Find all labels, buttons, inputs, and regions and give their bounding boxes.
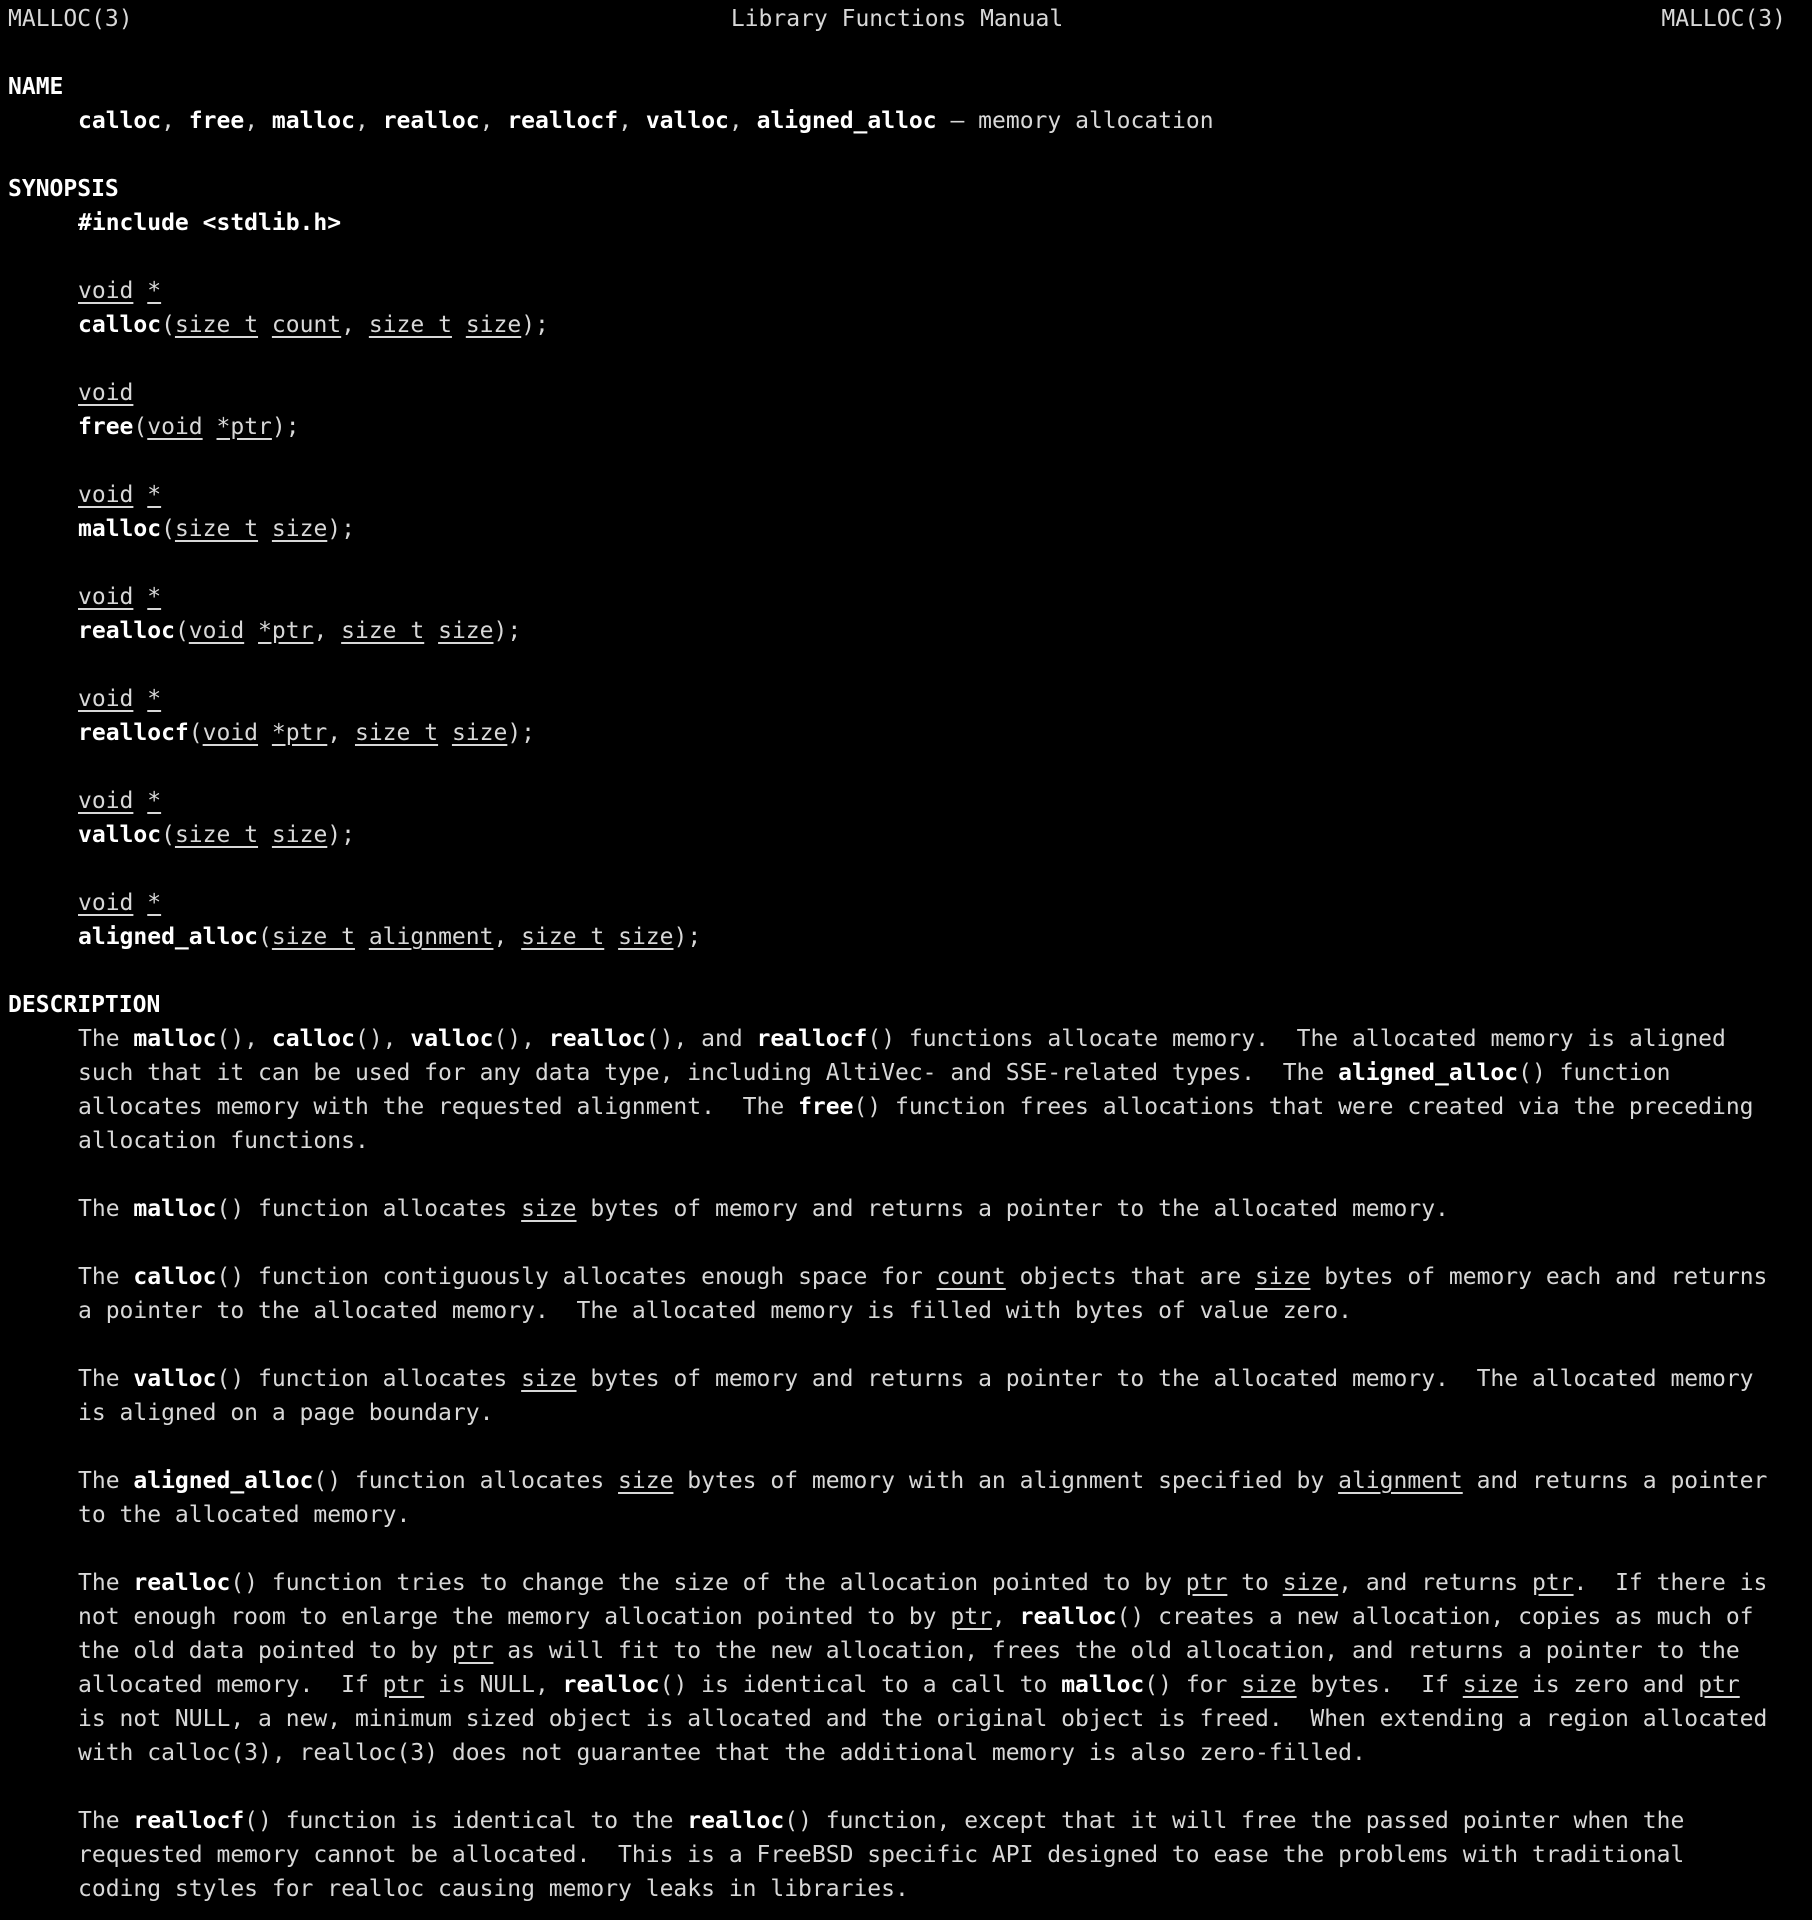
parameter-reference: size	[1255, 1264, 1311, 1290]
argument-name: size	[271, 516, 328, 542]
parameter-reference: size	[1282, 1570, 1339, 1596]
man-page-header	[8, 2, 1786, 36]
prototype-signature: reallocf(void *ptr, size_t size);	[78, 720, 536, 746]
spacer	[8, 1430, 1788, 1464]
separator: ,	[618, 108, 646, 134]
separator: ,	[244, 108, 272, 134]
function-reference: free	[798, 1094, 854, 1120]
description-line	[8, 1464, 1788, 1498]
spacer	[8, 750, 1788, 784]
text-run: (),	[354, 1026, 411, 1052]
description-line	[8, 1192, 1788, 1226]
separator: ,	[354, 108, 383, 134]
text-run: is not NULL, a new, minimum sized object is allocated and the original object is freed. When extending a region allocated	[78, 1706, 1768, 1732]
text-run: () function allocates	[216, 1196, 522, 1222]
spacer	[8, 240, 1788, 274]
function-reference: aligned_alloc	[1338, 1060, 1519, 1086]
text-run: objects that are	[1005, 1264, 1256, 1290]
description-line	[8, 1566, 1788, 1600]
spacer	[8, 1226, 1788, 1260]
prototype-signature: aligned_alloc(size_t alignment, size_t size);	[78, 924, 702, 950]
function-name: valloc	[645, 108, 729, 134]
text-run: The	[78, 1468, 134, 1494]
argument-type: size_t	[354, 720, 439, 746]
function-reference: calloc	[133, 1264, 217, 1290]
description-line	[8, 1872, 1788, 1906]
text-run: is aligned on a page boundary.	[78, 1400, 494, 1426]
argument-type: size_t	[271, 924, 355, 950]
text-run: The	[78, 1808, 134, 1834]
parameter-reference: size	[521, 1196, 577, 1222]
text-run: as will fit to the new allocation, frees the old allocation, and returns a pointer to the	[493, 1638, 1740, 1664]
argument-name: *ptr	[216, 414, 272, 440]
prototype-function-name: reallocf	[78, 720, 189, 746]
text-run: is NULL,	[424, 1672, 563, 1698]
text-run: The	[78, 1196, 134, 1222]
text-run: bytes of memory and returns a pointer to the allocated memory.	[576, 1196, 1449, 1222]
prototype-function-name: malloc	[78, 516, 162, 542]
return-type-token: *	[147, 584, 162, 610]
argument-name: size	[271, 822, 328, 848]
argument-name: alignment	[368, 924, 494, 950]
prototype-return-type	[8, 580, 1788, 614]
text-run: not enough room to enlarge the memory allocation pointed to by	[78, 1604, 951, 1630]
text-run: with calloc(3), realloc(3) does not guarantee that the additional memory is also zero-filled.	[78, 1740, 1366, 1766]
parameter-reference: ptr	[382, 1672, 425, 1698]
text-run: () function tries to change the size of the allocation pointed to by	[230, 1570, 1186, 1596]
name-summary: memory allocation	[978, 108, 1214, 134]
parameter-reference: size	[1462, 1672, 1519, 1698]
function-name: malloc	[271, 108, 355, 134]
header-left-title: MALLOC(3)	[8, 6, 133, 32]
spacer	[8, 36, 1788, 70]
text-run: () functions allocate memory. The allocated memory is aligned	[867, 1026, 1726, 1052]
description-line	[8, 1838, 1788, 1872]
text-run: () function, except that it will free the passed pointer when the	[784, 1808, 1685, 1834]
text-run: requested memory cannot be allocated. This is a FreeBSD specific API designed to ease the problems with traditional	[78, 1842, 1685, 1868]
text-run: The	[78, 1026, 134, 1052]
text-run: () function is identical to the	[244, 1808, 688, 1834]
separator: ,	[728, 108, 757, 134]
section-heading-synopsis: SYNOPSIS	[8, 176, 119, 202]
text-run: () creates a new allocation, copies as much of	[1116, 1604, 1754, 1630]
separator: ,	[479, 108, 508, 134]
function-reference: reallocf	[133, 1808, 245, 1834]
parameter-reference: alignment	[1338, 1468, 1463, 1494]
return-type-token: void	[78, 584, 134, 610]
text-run: the old data pointed to by	[78, 1638, 452, 1664]
function-reference: realloc	[687, 1808, 785, 1834]
text-run: () function allocates	[216, 1366, 522, 1392]
argument-name: size	[465, 312, 522, 338]
prototype-return-type	[8, 784, 1788, 818]
header-right-title: MALLOC(3)	[1661, 6, 1786, 32]
argument-name: size	[451, 720, 508, 746]
section-heading-name: NAME	[8, 74, 64, 100]
prototype-signature: valloc(size_t size);	[78, 822, 355, 848]
function-reference: realloc	[562, 1672, 660, 1698]
return-type-token: void	[78, 788, 134, 814]
prototype-function-name: free	[78, 414, 134, 440]
prototype-function-name: valloc	[78, 822, 162, 848]
function-reference: aligned_alloc	[133, 1468, 314, 1494]
argument-name: size	[438, 618, 494, 644]
prototype-signature: free(void *ptr);	[78, 414, 300, 440]
return-type-token: void	[78, 482, 134, 508]
text-run: The	[78, 1366, 134, 1392]
description-line	[8, 1736, 1788, 1770]
description-line	[8, 1260, 1788, 1294]
text-run: ,	[991, 1604, 1020, 1630]
function-reference: valloc	[133, 1366, 217, 1392]
spacer	[8, 1770, 1788, 1804]
text-run: , and returns	[1338, 1570, 1532, 1596]
prototype-return-type	[8, 478, 1788, 512]
text-run: coding styles for realloc causing memory leaks in libraries.	[78, 1876, 909, 1902]
section-heading-description: DESCRIPTION	[8, 992, 161, 1018]
argument-type: size_t	[368, 312, 452, 338]
prototype-function-name: aligned_alloc	[78, 924, 259, 950]
text-run: () function	[1518, 1060, 1671, 1086]
argument-name: count	[271, 312, 342, 338]
description-line	[8, 1804, 1788, 1838]
argument-type: size_t	[341, 618, 425, 644]
parameter-reference: ptr	[1185, 1570, 1228, 1596]
function-reference: reallocf	[756, 1026, 868, 1052]
spacer	[8, 852, 1788, 886]
function-reference: realloc	[1019, 1604, 1117, 1630]
description-body	[8, 1022, 1788, 1906]
synopsis-prototypes	[8, 240, 1788, 954]
argument-type: size_t	[174, 516, 259, 542]
prototype-signature: calloc(size_t count, size_t size);	[78, 312, 549, 338]
argument-name: size	[618, 924, 674, 950]
argument-name: *ptr	[258, 618, 314, 644]
prototype-function-name: realloc	[78, 618, 175, 644]
description-line	[8, 1634, 1788, 1668]
prototype-function-name: calloc	[78, 312, 162, 338]
description-line	[8, 1396, 1788, 1430]
description-line	[8, 1668, 1788, 1702]
prototype-return-type	[8, 274, 1788, 308]
text-run: The	[78, 1264, 134, 1290]
function-name: realloc	[382, 108, 480, 134]
text-run: bytes of memory with an alignment specified by	[673, 1468, 1339, 1494]
return-type-token: *	[147, 686, 162, 712]
argument-type: size_t	[174, 312, 259, 338]
function-name: free	[188, 108, 245, 134]
text-run: () function frees allocations that were created via the preceding	[853, 1094, 1754, 1120]
text-run: (),	[493, 1026, 549, 1052]
description-line	[8, 1702, 1788, 1736]
argument-type: void	[188, 618, 245, 644]
spacer	[8, 342, 1788, 376]
text-run: . If there is	[1573, 1570, 1768, 1596]
name-line	[8, 104, 1788, 138]
parameter-reference: size	[618, 1468, 674, 1494]
argument-name: *ptr	[271, 720, 328, 746]
text-run: bytes of memory each and returns	[1310, 1264, 1768, 1290]
text-run: a pointer to the allocated memory. The allocated memory is filled with bytes of value zero.	[78, 1298, 1352, 1324]
return-type-token: void	[78, 380, 134, 406]
argument-type: void	[147, 414, 203, 440]
text-run: The	[78, 1570, 134, 1596]
return-type-token: void	[78, 890, 134, 916]
separator: ,	[161, 108, 189, 134]
text-run: such that it can be used for any data type, including AltiVec- and SSE-related types. The	[78, 1060, 1339, 1086]
parameter-reference: ptr	[1532, 1570, 1574, 1596]
argument-type: size_t	[521, 924, 605, 950]
function-name: reallocf	[507, 108, 619, 134]
prototype-return-type	[8, 376, 1788, 410]
spacer	[8, 1532, 1788, 1566]
text-run: () is identical to a call to	[659, 1672, 1062, 1698]
man-page-terminal	[8, 2, 1788, 1906]
prototype-return-type	[8, 682, 1788, 716]
spacer	[8, 546, 1788, 580]
prototype-signature: malloc(size_t size);	[78, 516, 355, 542]
description-line	[8, 1498, 1788, 1532]
text-run: to the allocated memory.	[78, 1502, 411, 1528]
description-line	[8, 1022, 1788, 1056]
function-reference: realloc	[548, 1026, 646, 1052]
function-reference: malloc	[133, 1196, 217, 1222]
parameter-reference: size	[1241, 1672, 1297, 1698]
parameter-reference: size	[521, 1366, 577, 1392]
name-dash: –	[936, 108, 979, 134]
spacer	[8, 1158, 1788, 1192]
return-type-token: *	[147, 788, 162, 814]
description-line	[8, 1056, 1788, 1090]
spacer	[8, 648, 1788, 682]
return-type-token: void	[78, 686, 134, 712]
parameter-reference: ptr	[950, 1604, 992, 1630]
parameter-reference: count	[936, 1264, 1006, 1290]
text-run: is zero and	[1518, 1672, 1699, 1698]
function-name: calloc	[78, 108, 162, 134]
return-type-token: *	[147, 890, 162, 916]
text-run: (), and	[645, 1026, 757, 1052]
text-run: () function contiguously allocates enough space for	[216, 1264, 937, 1290]
return-type-token: *	[147, 278, 162, 304]
function-reference: malloc	[1061, 1672, 1145, 1698]
spacer	[8, 138, 1788, 172]
description-line	[8, 1362, 1788, 1396]
text-run: to	[1227, 1570, 1283, 1596]
prototype-return-type	[8, 886, 1788, 920]
text-run: bytes. If	[1296, 1672, 1463, 1698]
include-directive: #include <stdlib.h>	[78, 210, 342, 236]
function-reference: calloc	[271, 1026, 355, 1052]
return-type-token: void	[78, 278, 134, 304]
text-run: allocates memory with the requested alignment. The	[78, 1094, 799, 1120]
text-run: () function allocates	[313, 1468, 619, 1494]
header-center-title: Library Functions Manual	[730, 6, 1064, 32]
prototype-signature: realloc(void *ptr, size_t size);	[78, 618, 522, 644]
text-run: (),	[216, 1026, 272, 1052]
spacer	[8, 954, 1788, 988]
function-reference: valloc	[410, 1026, 494, 1052]
description-line	[8, 1294, 1788, 1328]
argument-type: void	[202, 720, 259, 746]
description-line	[8, 1124, 1788, 1158]
text-run: and returns a pointer	[1462, 1468, 1768, 1494]
parameter-reference: ptr	[1698, 1672, 1740, 1698]
description-line	[8, 1600, 1788, 1634]
text-run: allocation functions.	[78, 1128, 369, 1154]
description-line	[8, 1090, 1788, 1124]
spacer	[8, 444, 1788, 478]
spacer	[8, 1328, 1788, 1362]
parameter-reference: ptr	[451, 1638, 494, 1664]
function-reference: malloc	[133, 1026, 217, 1052]
return-type-token: *	[147, 482, 162, 508]
argument-type: size_t	[174, 822, 259, 848]
text-run: bytes of memory and returns a pointer to the allocated memory. The allocated memory	[576, 1366, 1754, 1392]
function-reference: realloc	[133, 1570, 231, 1596]
text-run: allocated memory. If	[78, 1672, 383, 1698]
function-name: aligned_alloc	[756, 108, 937, 134]
text-run: () for	[1144, 1672, 1242, 1698]
